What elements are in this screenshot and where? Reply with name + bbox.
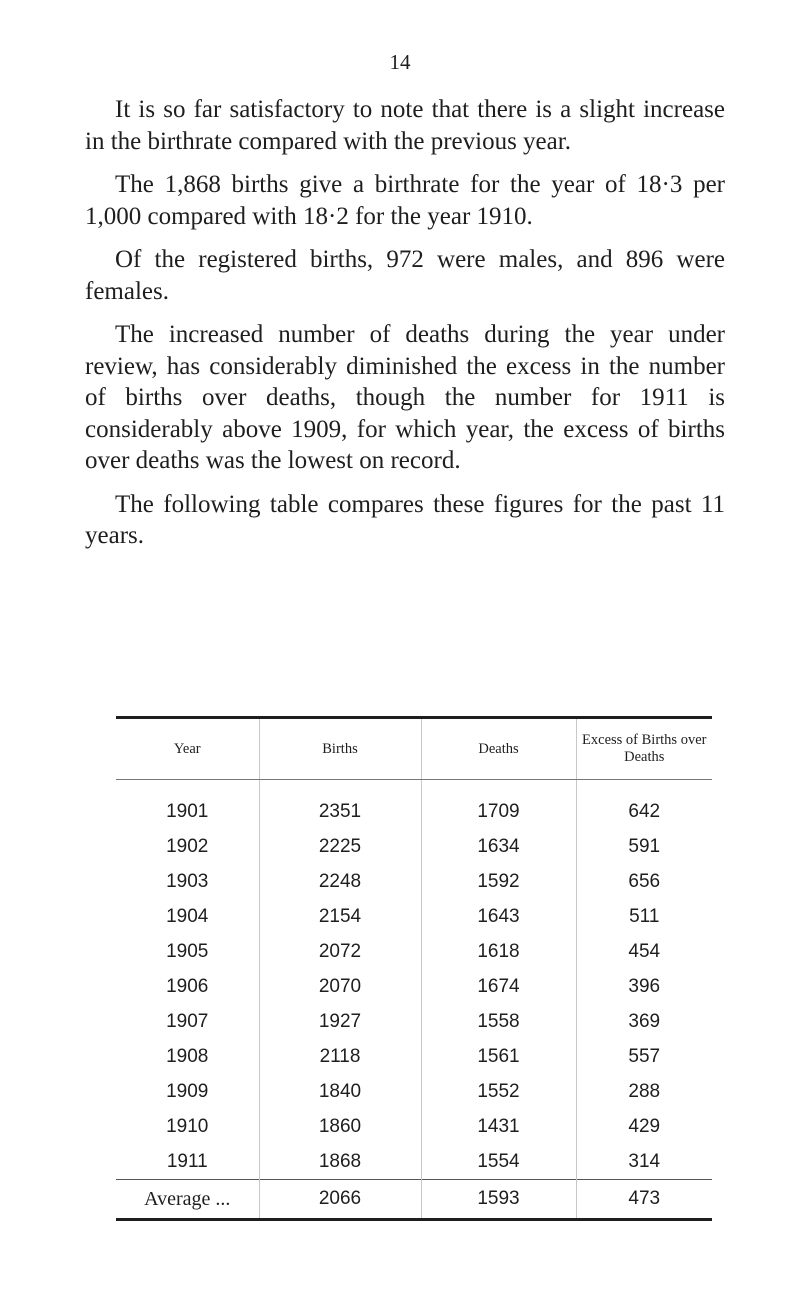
cell-excess: 511 xyxy=(576,899,712,934)
cell-deaths: 1561 xyxy=(421,1039,576,1074)
cell-year: 1906 xyxy=(166,975,209,997)
cell-year: 1904 xyxy=(166,905,209,927)
cell-deaths: 1709 xyxy=(421,780,576,830)
cell-deaths: 1431 xyxy=(421,1109,576,1144)
cell-excess: 557 xyxy=(576,1039,712,1074)
cell-excess: 314 xyxy=(576,1144,712,1180)
cell-births: 1868 xyxy=(259,1144,421,1180)
cell-year: 1905 xyxy=(166,940,209,962)
cell-year: 1907 xyxy=(166,1010,209,1032)
page-number: 14 xyxy=(389,50,411,74)
paragraph-table-intro: The following table compares these figures for the past 11 years. xyxy=(85,490,725,549)
cell-excess: 656 xyxy=(576,864,712,899)
table-row xyxy=(116,1039,712,1074)
cell-births: 1927 xyxy=(259,1004,421,1039)
header-year: Year xyxy=(116,718,259,780)
cell-average-births: 2066 xyxy=(259,1180,421,1220)
header-excess: Excess of Births over Deaths xyxy=(576,718,712,780)
cell-excess: 591 xyxy=(576,829,712,864)
cell-average-deaths: 1593 xyxy=(421,1180,576,1220)
table-row xyxy=(116,899,712,934)
cell-year: 1902 xyxy=(166,835,209,857)
cell-births: 2225 xyxy=(259,829,421,864)
table-row xyxy=(116,934,712,969)
cell-excess: 454 xyxy=(576,934,712,969)
cell-year: 1908 xyxy=(166,1045,209,1067)
paragraph-birthrate-increase: It is so far satisfactory to note that there is a slight increase in the birthrate compared with the previous year. xyxy=(85,96,725,155)
table-row xyxy=(116,864,712,899)
paragraph-birthrate-figures: The 1,868 births give a birthrate for the year of 18·3 per 1,000 compared with 18·2 for the year 1910. xyxy=(85,171,725,230)
cell-deaths: 1554 xyxy=(421,1144,576,1180)
cell-excess: 288 xyxy=(576,1074,712,1109)
paragraph-sex-breakdown: Of the registered births, 972 were males, and 896 were females. xyxy=(85,246,725,305)
cell-deaths: 1643 xyxy=(421,899,576,934)
table-row xyxy=(116,1109,712,1144)
cell-births: 1860 xyxy=(259,1109,421,1144)
body-text xyxy=(85,94,725,564)
cell-year: 1909 xyxy=(166,1080,209,1102)
cell-year: 1903 xyxy=(166,870,209,892)
cell-deaths: 1552 xyxy=(421,1074,576,1109)
average-row xyxy=(116,1180,712,1220)
header-deaths: Deaths xyxy=(421,718,576,780)
cell-deaths: 1674 xyxy=(421,969,576,1004)
cell-year: 1911 xyxy=(166,1150,208,1172)
header-births: Births xyxy=(259,718,421,780)
table-row xyxy=(116,829,712,864)
table-row xyxy=(116,1074,712,1109)
cell-births: 2351 xyxy=(259,780,421,830)
cell-births: 2072 xyxy=(259,934,421,969)
cell-deaths: 1634 xyxy=(421,829,576,864)
cell-births: 2154 xyxy=(259,899,421,934)
table-header-row xyxy=(116,718,712,780)
table-row xyxy=(116,1144,712,1180)
table-row xyxy=(116,969,712,1004)
births-deaths-table xyxy=(116,716,712,1221)
cell-year: 1901 xyxy=(166,800,209,822)
table-row xyxy=(116,1004,712,1039)
cell-excess: 429 xyxy=(576,1109,712,1144)
cell-excess: 642 xyxy=(576,780,712,830)
cell-year: 1910 xyxy=(166,1115,209,1137)
cell-deaths: 1592 xyxy=(421,864,576,899)
table-row xyxy=(116,780,712,830)
paragraph-deaths-excess: The increased number of deaths during the year under review, has considerably diminished the excess in the number of births over deaths, though the number for 1911 is considerably above 1909, for which year, the excess of births over deaths was the lowest on record. xyxy=(85,321,725,474)
cell-births: 2070 xyxy=(259,969,421,1004)
cell-births: 2248 xyxy=(259,864,421,899)
cell-births: 1840 xyxy=(259,1074,421,1109)
cell-excess: 396 xyxy=(576,969,712,1004)
cell-births: 2118 xyxy=(259,1039,421,1074)
cell-excess: 369 xyxy=(576,1004,712,1039)
cell-deaths: 1558 xyxy=(421,1004,576,1039)
cell-deaths: 1618 xyxy=(421,934,576,969)
cell-average-label: Average ... xyxy=(116,1180,259,1220)
cell-average-excess: 473 xyxy=(576,1180,712,1220)
